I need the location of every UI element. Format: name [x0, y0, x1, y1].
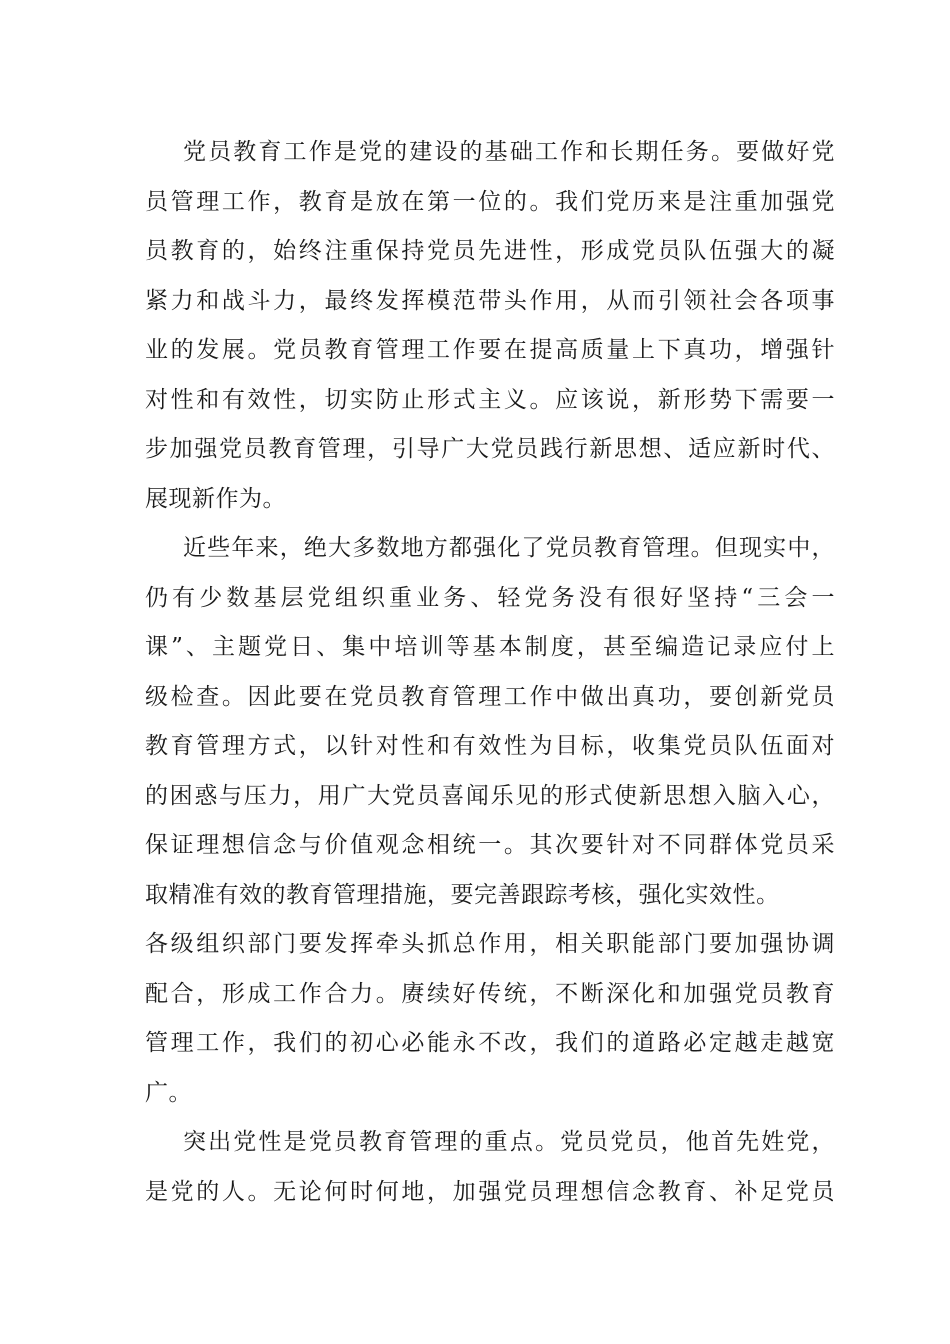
text-line: 突出党性是党员教育管理的重点。党员党员，他首先姓党， — [183, 1129, 835, 1155]
text-line: 的困惑与压力，用广大党员喜闻乐见的形式使新思想入脑入心， — [145, 782, 835, 809]
document-body — [145, 128, 835, 1217]
paragraph-2 — [145, 524, 835, 1118]
paragraph-3 — [145, 1118, 835, 1217]
text-line: 课”、主题党日、集中培训等基本制度，甚至编造记录应付上 — [145, 634, 835, 660]
text-line: 对性和有效性，切实防止形式主义。应该说，新形势下需要一 — [145, 386, 835, 413]
text-line: 仍有少数基层党组织重业务、轻党务没有很好坚持“三会一 — [145, 584, 835, 611]
text-line: 管理工作，我们的初心必能永不改，我们的道路必定越走越宽 — [145, 1030, 835, 1056]
text-line: 保证理想信念与价值观念相统一。其次要针对不同群体党员采 — [145, 832, 835, 858]
text-line: 紧力和战斗力，最终发挥模范带头作用，从而引领社会各项事 — [145, 287, 835, 314]
text-line: 级检查。因此要在党员教育管理工作中做出真功，要创新党员 — [145, 683, 835, 710]
text-line: 广。 — [145, 1079, 192, 1106]
text-line: 各级组织部门要发挥牵头抓总作用，相关职能部门要加强协调 — [145, 931, 835, 957]
text-line: 配合，形成工作合力。赓续好传统，不断深化和加强党员教育 — [145, 980, 835, 1007]
text-line: 教育管理方式，以针对性和有效性为目标，收集党员队伍面对 — [145, 733, 835, 759]
text-line: 取精准有效的教育管理措施，要完善跟踪考核，强化实效性。 — [145, 881, 780, 908]
paragraph-1 — [145, 128, 835, 524]
text-line: 是党的人。无论何时何地，加强党员理想信念教育、补足党员 — [145, 1178, 835, 1205]
text-line: 近些年来，绝大多数地方都强化了党员教育管理。但现实中， — [183, 535, 835, 561]
text-line: 员教育的，始终注重保持党员先进性，形成党员队伍强大的凝 — [145, 238, 835, 264]
text-line: 党员教育工作是党的建设的基础工作和长期任务。要做好党 — [183, 139, 835, 165]
text-line: 步加强党员教育管理，引导广大党员践行新思想、适应新时代、 — [145, 436, 835, 462]
text-line: 展现新作为。 — [145, 485, 286, 512]
text-line: 员管理工作，教育是放在第一位的。我们党历来是注重加强党 — [145, 188, 835, 215]
text-line: 业的发展。党员教育管理工作要在提高质量上下真功，增强针 — [145, 337, 835, 363]
